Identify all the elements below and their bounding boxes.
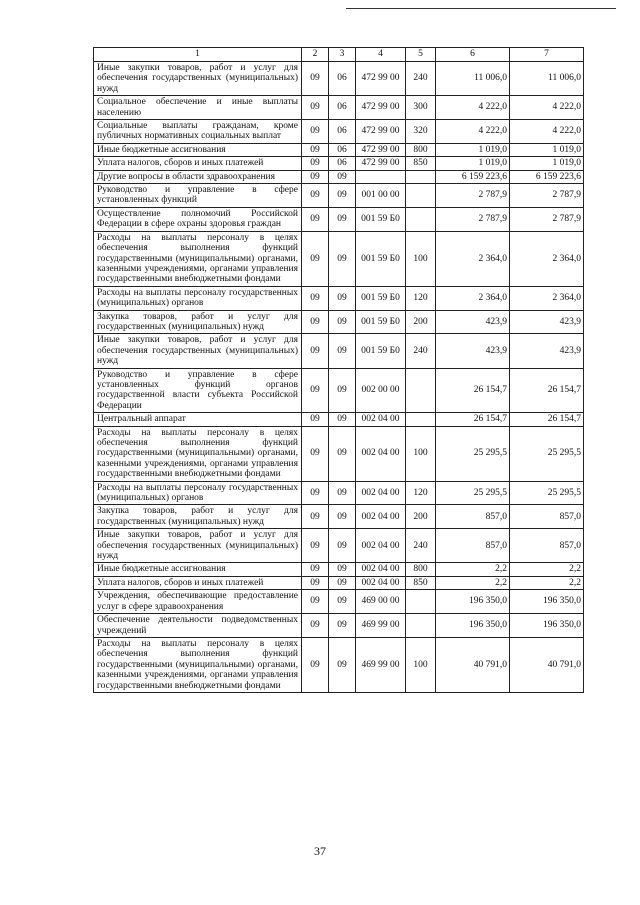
amount-cell: 4 222,0 bbox=[510, 120, 584, 144]
target-article-cell: 001 59 Б0 bbox=[356, 207, 406, 231]
amount-cell: 857,0 bbox=[510, 529, 584, 563]
table-row bbox=[94, 120, 584, 144]
target-article-cell: 001 59 Б0 bbox=[356, 231, 406, 286]
target-article-cell: 002 04 00 bbox=[356, 576, 406, 589]
column-header: 2 bbox=[302, 48, 329, 62]
section-code-cell: 09 bbox=[302, 157, 329, 170]
table-row bbox=[94, 637, 584, 692]
row-name-cell: Расходы на выплаты персоналу государственных (муниципальных) органов bbox=[94, 481, 302, 505]
expense-type-cell bbox=[406, 170, 436, 183]
expense-type-cell: 100 bbox=[406, 637, 436, 692]
amount-cell: 857,0 bbox=[436, 505, 510, 529]
section-code-cell: 09 bbox=[302, 96, 329, 120]
amount-cell: 857,0 bbox=[436, 529, 510, 563]
expense-type-cell: 200 bbox=[406, 505, 436, 529]
amount-cell: 4 222,0 bbox=[510, 96, 584, 120]
amount-cell: 26 154,7 bbox=[436, 413, 510, 426]
expense-type-cell: 100 bbox=[406, 231, 436, 286]
target-article-cell: 469 99 00 bbox=[356, 637, 406, 692]
table-row bbox=[94, 334, 584, 368]
target-article-cell: 001 59 Б0 bbox=[356, 286, 406, 310]
table-row bbox=[94, 590, 584, 614]
row-name-cell: Уплата налогов, сборов и иных платежей bbox=[94, 576, 302, 589]
target-article-cell: 469 99 00 bbox=[356, 614, 406, 638]
target-article-cell: 001 59 Б0 bbox=[356, 334, 406, 368]
target-article-cell: 002 04 00 bbox=[356, 481, 406, 505]
amount-cell: 2 364,0 bbox=[510, 231, 584, 286]
row-name-cell: Иные закупки товаров, работ и услуг для обеспечения государственных (муниципальных) нужд bbox=[94, 529, 302, 563]
row-name-cell: Осуществление полномочий Российской Федерации в сфере охраны здоровья граждан bbox=[94, 207, 302, 231]
section-code-cell: 09 bbox=[302, 576, 329, 589]
table-header-row bbox=[94, 48, 584, 62]
amount-cell: 2 787,9 bbox=[510, 184, 584, 208]
row-name-cell: Социальное обеспечение и иные выплаты населению bbox=[94, 96, 302, 120]
target-article-cell: 472 99 00 bbox=[356, 96, 406, 120]
expense-type-cell: 850 bbox=[406, 576, 436, 589]
subsection-code-cell: 09 bbox=[329, 368, 356, 413]
amount-cell: 2 364,0 bbox=[436, 231, 510, 286]
subsection-code-cell: 06 bbox=[329, 143, 356, 156]
table-row bbox=[94, 143, 584, 156]
amount-cell: 40 791,0 bbox=[436, 637, 510, 692]
expense-type-cell: 100 bbox=[406, 426, 436, 481]
table-row bbox=[94, 157, 584, 170]
amount-cell: 25 295,5 bbox=[436, 426, 510, 481]
row-name-cell: Обеспечение деятельности подведомственных учреждений bbox=[94, 614, 302, 638]
amount-cell: 2 787,9 bbox=[436, 184, 510, 208]
column-header: 5 bbox=[406, 48, 436, 62]
amount-cell: 423,9 bbox=[510, 310, 584, 334]
page-number: 37 bbox=[314, 844, 326, 858]
expense-type-cell: 240 bbox=[406, 334, 436, 368]
amount-cell: 1 019,0 bbox=[510, 143, 584, 156]
section-code-cell: 09 bbox=[302, 207, 329, 231]
amount-cell: 4 222,0 bbox=[436, 120, 510, 144]
expense-type-cell: 240 bbox=[406, 62, 436, 96]
amount-cell: 6 159 223,6 bbox=[510, 170, 584, 183]
target-article-cell: 002 00 00 bbox=[356, 368, 406, 413]
expense-type-cell bbox=[406, 368, 436, 413]
section-code-cell: 09 bbox=[302, 310, 329, 334]
subsection-code-cell: 09 bbox=[329, 563, 356, 576]
target-article-cell: 472 99 00 bbox=[356, 120, 406, 144]
section-code-cell: 09 bbox=[302, 368, 329, 413]
row-name-cell: Расходы на выплаты персоналу в целях обеспечения выполнения функций государственными (муниципальными) органами, казенными учреждениями, органами управления государственными внебюджетными фондами bbox=[94, 637, 302, 692]
row-name-cell: Расходы на выплаты персоналу государственных (муниципальных) органов bbox=[94, 286, 302, 310]
table-row bbox=[94, 505, 584, 529]
section-code-cell: 09 bbox=[302, 120, 329, 144]
table-row bbox=[94, 481, 584, 505]
amount-cell: 25 295,5 bbox=[436, 481, 510, 505]
target-article-cell: 472 99 00 bbox=[356, 157, 406, 170]
section-code-cell: 09 bbox=[302, 590, 329, 614]
section-code-cell: 09 bbox=[302, 143, 329, 156]
amount-cell: 2,2 bbox=[510, 576, 584, 589]
table-row bbox=[94, 529, 584, 563]
column-header: 4 bbox=[356, 48, 406, 62]
table-row bbox=[94, 426, 584, 481]
row-name-cell: Закупка товаров, работ и услуг для государственных (муниципальных) нужд bbox=[94, 310, 302, 334]
amount-cell: 25 295,5 bbox=[510, 426, 584, 481]
table-row bbox=[94, 286, 584, 310]
expense-type-cell bbox=[406, 207, 436, 231]
amount-cell: 1 019,0 bbox=[510, 157, 584, 170]
amount-cell: 2,2 bbox=[510, 563, 584, 576]
subsection-code-cell: 09 bbox=[329, 310, 356, 334]
subsection-code-cell: 09 bbox=[329, 334, 356, 368]
table-row bbox=[94, 614, 584, 638]
table-row bbox=[94, 96, 584, 120]
subsection-code-cell: 09 bbox=[329, 286, 356, 310]
amount-cell: 423,9 bbox=[436, 334, 510, 368]
row-name-cell: Расходы на выплаты персоналу в целях обеспечения выполнения функций государственными (муниципальными) органами, казенными учреждениями, органами управления государственными внебюджетными фондами bbox=[94, 426, 302, 481]
subsection-code-cell: 09 bbox=[329, 481, 356, 505]
section-code-cell: 09 bbox=[302, 505, 329, 529]
amount-cell: 423,9 bbox=[510, 334, 584, 368]
amount-cell: 857,0 bbox=[510, 505, 584, 529]
expense-type-cell: 300 bbox=[406, 96, 436, 120]
column-header: 3 bbox=[329, 48, 356, 62]
target-article-cell: 002 04 00 bbox=[356, 529, 406, 563]
table-row bbox=[94, 563, 584, 576]
table-row bbox=[94, 62, 584, 96]
subsection-code-cell: 09 bbox=[329, 576, 356, 589]
row-name-cell: Руководство и управление в сфере установленных функций органов государственной власти субъекта Российской Федерации bbox=[94, 368, 302, 413]
table-row bbox=[94, 231, 584, 286]
amount-cell: 26 154,7 bbox=[436, 368, 510, 413]
target-article-cell: 472 99 00 bbox=[356, 143, 406, 156]
subsection-code-cell: 09 bbox=[329, 184, 356, 208]
row-name-cell: Руководство и управление в сфере установленных функций bbox=[94, 184, 302, 208]
row-name-cell: Иные закупки товаров, работ и услуг для обеспечения государственных (муниципальных) нужд bbox=[94, 334, 302, 368]
section-code-cell: 09 bbox=[302, 413, 329, 426]
section-code-cell: 09 bbox=[302, 637, 329, 692]
target-article-cell: 469 00 00 bbox=[356, 590, 406, 614]
amount-cell: 6 159 223,6 bbox=[436, 170, 510, 183]
column-header: 7 bbox=[510, 48, 584, 62]
section-code-cell: 09 bbox=[302, 231, 329, 286]
row-name-cell: Учреждения, обеспечивающие предоставление услуг в сфере здравоохранения bbox=[94, 590, 302, 614]
amount-cell: 11 006,0 bbox=[436, 62, 510, 96]
section-code-cell: 09 bbox=[302, 614, 329, 638]
table-row bbox=[94, 310, 584, 334]
target-article-cell: 002 04 00 bbox=[356, 413, 406, 426]
budget-table bbox=[93, 47, 584, 693]
section-code-cell: 09 bbox=[302, 426, 329, 481]
expense-type-cell: 800 bbox=[406, 143, 436, 156]
subsection-code-cell: 09 bbox=[329, 413, 356, 426]
row-name-cell: Закупка товаров, работ и услуг для государственных (муниципальных) нужд bbox=[94, 505, 302, 529]
expense-type-cell: 850 bbox=[406, 157, 436, 170]
amount-cell: 1 019,0 bbox=[436, 143, 510, 156]
target-article-cell: 002 04 00 bbox=[356, 505, 406, 529]
expense-type-cell bbox=[406, 590, 436, 614]
subsection-code-cell: 09 bbox=[329, 529, 356, 563]
subsection-code-cell: 09 bbox=[329, 207, 356, 231]
amount-cell: 4 222,0 bbox=[436, 96, 510, 120]
expense-type-cell: 240 bbox=[406, 529, 436, 563]
subsection-code-cell: 09 bbox=[329, 637, 356, 692]
row-name-cell: Иные бюджетные ассигнования bbox=[94, 143, 302, 156]
amount-cell: 196 350,0 bbox=[436, 614, 510, 638]
amount-cell: 196 350,0 bbox=[436, 590, 510, 614]
section-code-cell: 09 bbox=[302, 334, 329, 368]
subsection-code-cell: 09 bbox=[329, 505, 356, 529]
expense-type-cell bbox=[406, 413, 436, 426]
table-row bbox=[94, 170, 584, 183]
section-code-cell: 09 bbox=[302, 170, 329, 183]
target-article-cell: 001 59 Б0 bbox=[356, 310, 406, 334]
amount-cell: 40 791,0 bbox=[510, 637, 584, 692]
expense-type-cell: 120 bbox=[406, 286, 436, 310]
section-code-cell: 09 bbox=[302, 286, 329, 310]
header-rule bbox=[346, 8, 616, 9]
amount-cell: 26 154,7 bbox=[510, 413, 584, 426]
expense-type-cell: 800 bbox=[406, 563, 436, 576]
row-name-cell: Центральный аппарат bbox=[94, 413, 302, 426]
amount-cell: 2 364,0 bbox=[436, 286, 510, 310]
subsection-code-cell: 09 bbox=[329, 231, 356, 286]
table-row bbox=[94, 184, 584, 208]
amount-cell: 1 019,0 bbox=[436, 157, 510, 170]
target-article-cell: 002 04 00 bbox=[356, 563, 406, 576]
expense-type-cell: 200 bbox=[406, 310, 436, 334]
row-name-cell: Иные бюджетные ассигнования bbox=[94, 563, 302, 576]
column-header: 1 bbox=[94, 48, 302, 62]
amount-cell: 26 154,7 bbox=[510, 368, 584, 413]
subsection-code-cell: 06 bbox=[329, 96, 356, 120]
table-row bbox=[94, 576, 584, 589]
expense-type-cell: 120 bbox=[406, 481, 436, 505]
subsection-code-cell: 06 bbox=[329, 62, 356, 96]
amount-cell: 196 350,0 bbox=[510, 614, 584, 638]
section-code-cell: 09 bbox=[302, 529, 329, 563]
table-row bbox=[94, 413, 584, 426]
section-code-cell: 09 bbox=[302, 184, 329, 208]
amount-cell: 2 364,0 bbox=[510, 286, 584, 310]
amount-cell: 2,2 bbox=[436, 576, 510, 589]
row-name-cell: Другие вопросы в области здравоохранения bbox=[94, 170, 302, 183]
row-name-cell: Иные закупки товаров, работ и услуг для обеспечения государственных (муниципальных) нужд bbox=[94, 62, 302, 96]
section-code-cell: 09 bbox=[302, 481, 329, 505]
table-row bbox=[94, 368, 584, 413]
row-name-cell: Уплата налогов, сборов и иных платежей bbox=[94, 157, 302, 170]
subsection-code-cell: 09 bbox=[329, 590, 356, 614]
section-code-cell: 09 bbox=[302, 62, 329, 96]
row-name-cell: Социальные выплаты гражданам, кроме публичных нормативных социальных выплат bbox=[94, 120, 302, 144]
subsection-code-cell: 09 bbox=[329, 614, 356, 638]
amount-cell: 423,9 bbox=[436, 310, 510, 334]
amount-cell: 2 787,9 bbox=[510, 207, 584, 231]
expense-type-cell bbox=[406, 614, 436, 638]
expense-type-cell: 320 bbox=[406, 120, 436, 144]
row-name-cell: Расходы на выплаты персоналу в целях обеспечения выполнения функций государственными (муниципальными) органами, казенными учреждениями, органами управления государственными внебюджетными фондами bbox=[94, 231, 302, 286]
column-header: 6 bbox=[436, 48, 510, 62]
subsection-code-cell: 09 bbox=[329, 170, 356, 183]
amount-cell: 25 295,5 bbox=[510, 481, 584, 505]
amount-cell: 2,2 bbox=[436, 563, 510, 576]
subsection-code-cell: 06 bbox=[329, 120, 356, 144]
subsection-code-cell: 09 bbox=[329, 426, 356, 481]
section-code-cell: 09 bbox=[302, 563, 329, 576]
target-article-cell: 001 00 00 bbox=[356, 184, 406, 208]
amount-cell: 2 787,9 bbox=[436, 207, 510, 231]
table-row bbox=[94, 207, 584, 231]
target-article-cell bbox=[356, 170, 406, 183]
target-article-cell: 002 04 00 bbox=[356, 426, 406, 481]
amount-cell: 11 006,0 bbox=[510, 62, 584, 96]
target-article-cell: 472 99 00 bbox=[356, 62, 406, 96]
expense-type-cell bbox=[406, 184, 436, 208]
subsection-code-cell: 06 bbox=[329, 157, 356, 170]
amount-cell: 196 350,0 bbox=[510, 590, 584, 614]
